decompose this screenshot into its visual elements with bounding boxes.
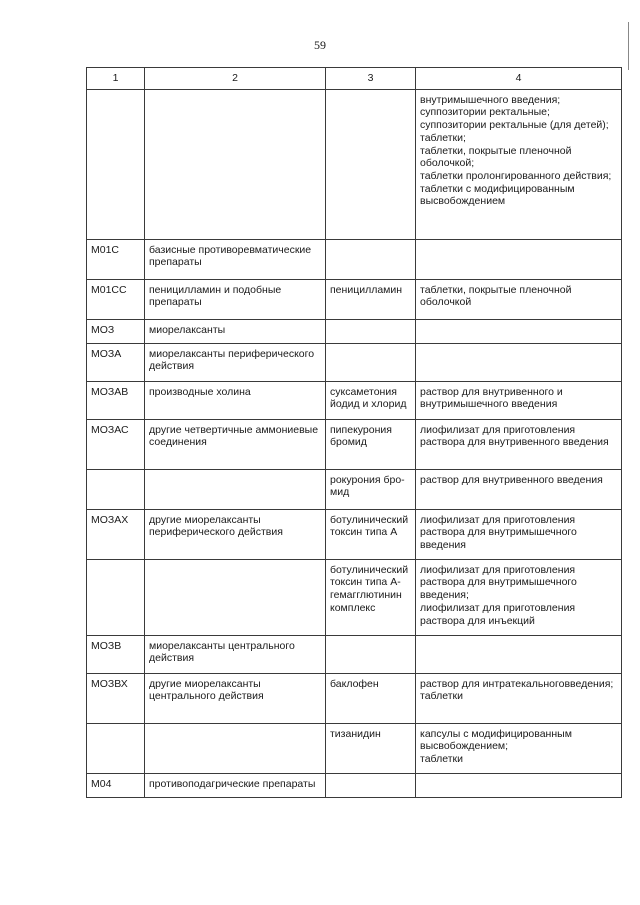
substance-cell: тизанидин [326,723,416,773]
table-row [87,89,622,239]
dosage-forms-cell: лиофилизат для приготовления раствора для внутримышечного введения; лиофилизат для приготовления раствора для инъекций [416,559,622,635]
dosage-forms-cell: раствор для интратекальноговведения; таблетки [416,673,622,723]
substance-cell [326,89,416,239]
code-cell: МОЗВ [87,635,145,673]
group-cell: противоподагрические препараты [145,773,326,797]
dosage-forms-cell: лиофилизат для приготовления раствора для внутривенного введения [416,419,622,469]
dosage-forms-cell: лиофилизат для приготовления раствора для внутримышечного введения [416,509,622,559]
dosage-forms-cell: капсулы с модифицированным высвобождением; таблетки [416,723,622,773]
dosage-forms-cell [416,773,622,797]
group-cell: базисные противоревматические препараты [145,239,326,279]
substance-cell [326,635,416,673]
table-row [87,673,622,723]
column-header: 2 [145,68,326,90]
substance-cell: пипекурония бромид [326,419,416,469]
group-cell [145,89,326,239]
group-cell: пеницилламин и подобные препараты [145,279,326,319]
column-header: 1 [87,68,145,90]
substance-cell: пеницилламин [326,279,416,319]
code-cell: МОЗВХ [87,673,145,723]
code-cell: МОЗАС [87,419,145,469]
group-cell: миорелаксанты центрального действия [145,635,326,673]
substance-cell: суксаметония йодид и хлорид [326,381,416,419]
table-row [87,419,622,469]
dosage-forms-cell: внутримышечного введения; суппозитории ректальные; суппозитории ректальные (для детей); таблетки; таблетки, покрытые пленочной оболочкой; таблетки пролонгированного действия; таблетки с модифицированным высвобождением [416,89,622,239]
table-row [87,319,622,343]
page-number: 59 [314,38,326,52]
dosage-forms-cell: раствор для внутривенного введения [416,469,622,509]
code-cell [87,89,145,239]
table-row [87,239,622,279]
column-header: 4 [416,68,622,90]
dosage-forms-cell [416,635,622,673]
table-row [87,469,622,509]
code-cell [87,469,145,509]
dosage-forms-cell [416,319,622,343]
dosage-forms-cell [416,239,622,279]
code-cell: МОЗАВ [87,381,145,419]
group-cell: другие миорелаксанты центрального действия [145,673,326,723]
table-row [87,773,622,797]
substance-cell: рокурония бро-мид [326,469,416,509]
code-cell: МОЗАХ [87,509,145,559]
group-cell [145,559,326,635]
group-cell: другие миорелаксанты периферического действия [145,509,326,559]
group-cell [145,469,326,509]
code-cell [87,559,145,635]
group-cell: другие четвертичные аммониевые соединения [145,419,326,469]
code-cell [87,723,145,773]
dosage-forms-cell [416,343,622,381]
group-cell: миорелаксанты [145,319,326,343]
substance-cell [326,343,416,381]
table-row [87,559,622,635]
substance-cell: ботулинический токсин типа А-гемагглютинин комплекс [326,559,416,635]
dosage-forms-cell: таблетки, покрытые пленочной оболочкой [416,279,622,319]
code-cell: М01СС [87,279,145,319]
substance-cell [326,239,416,279]
code-cell: МОЗА [87,343,145,381]
table-row [87,509,622,559]
margin-rule [628,22,629,70]
code-cell: М04 [87,773,145,797]
substance-cell: ботулинический токсин типа А [326,509,416,559]
column-header: 3 [326,68,416,90]
dosage-forms-cell: раствор для внутривенного и внутримышечного введения [416,381,622,419]
substance-cell [326,319,416,343]
table-row [87,635,622,673]
group-cell: производные холина [145,381,326,419]
table-row [87,381,622,419]
group-cell: миорелаксанты периферического действия [145,343,326,381]
table-row [87,279,622,319]
code-cell: МОЗ [87,319,145,343]
code-cell: М01С [87,239,145,279]
group-cell [145,723,326,773]
substance-cell: баклофен [326,673,416,723]
header-row [87,68,622,90]
substance-cell [326,773,416,797]
drug-classification-table [86,67,622,798]
table-row [87,723,622,773]
table-row [87,343,622,381]
